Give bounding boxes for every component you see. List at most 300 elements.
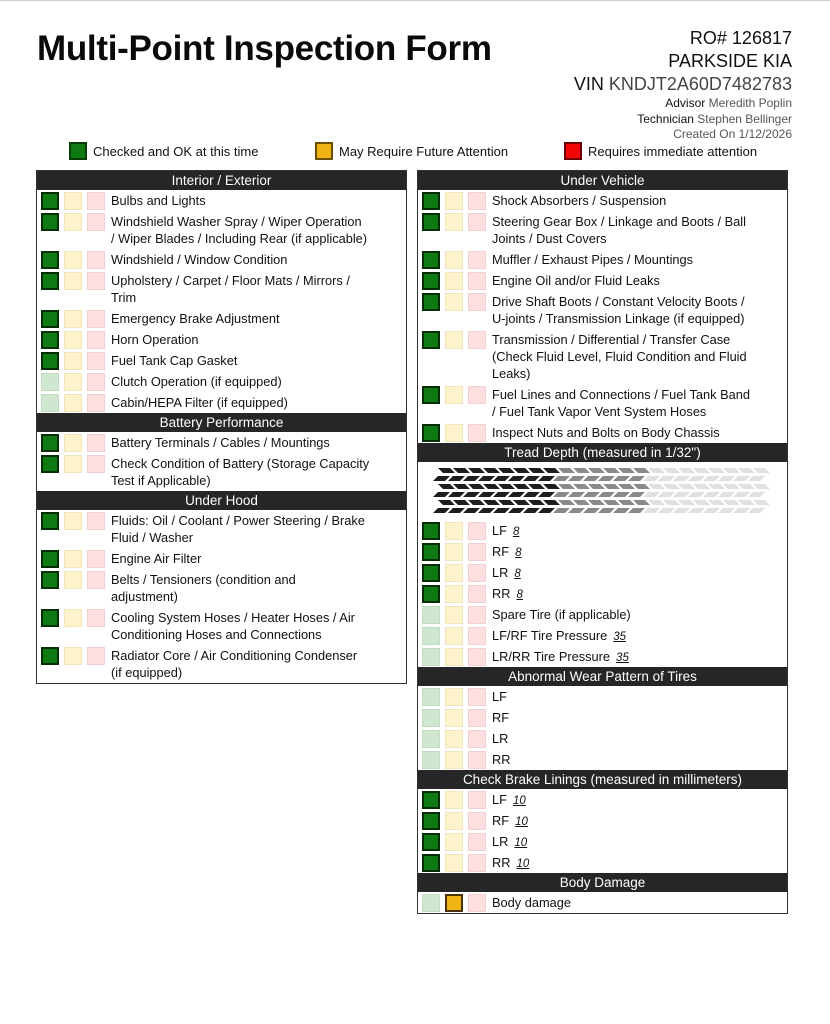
green-status-checkbox[interactable]	[41, 272, 59, 290]
tread-block	[628, 508, 645, 513]
tread-block	[633, 484, 650, 489]
status-boxes	[41, 455, 110, 473]
inspection-item	[418, 249, 787, 270]
tread-block	[708, 468, 725, 473]
tread-block	[438, 500, 455, 505]
status-boxes	[41, 609, 110, 627]
measurement-value: 8	[516, 589, 523, 601]
red-status-checkbox[interactable]	[468, 522, 486, 540]
green-status-checkbox[interactable]	[422, 648, 440, 666]
item-text-line: Bulbs and Lights	[111, 193, 206, 208]
tread-block	[433, 476, 450, 481]
tread-block	[663, 468, 680, 473]
tread-block	[693, 500, 710, 505]
green-status-checkbox[interactable]	[422, 709, 440, 727]
tread-block	[678, 500, 695, 505]
red-status-checkbox[interactable]	[468, 791, 486, 809]
tread-block	[568, 508, 585, 513]
item-text-line: Cooling System Hoses / Heater Hoses / Air	[111, 610, 355, 625]
status-boxes	[41, 213, 110, 231]
red-status-checkbox[interactable]	[468, 331, 486, 349]
item-text-line: Inspect Nuts and Bolts on Body Chassis	[492, 425, 720, 440]
item-label	[492, 213, 746, 247]
tread-block	[513, 500, 530, 505]
item-text-line: Check Condition of Battery (Storage Capacity	[111, 456, 370, 471]
status-boxes	[422, 854, 491, 872]
legend-immediate-label: Requires immediate attention	[588, 143, 758, 159]
yellow-status-checkbox[interactable]	[445, 522, 463, 540]
status-boxes	[422, 424, 491, 442]
status-boxes	[41, 571, 110, 589]
vin-line	[574, 73, 792, 96]
red-status-checkbox[interactable]	[468, 833, 486, 851]
green-status-checkbox[interactable]	[41, 571, 59, 589]
green-status-checkbox[interactable]	[422, 522, 440, 540]
red-square-icon	[564, 142, 582, 160]
red-status-checkbox[interactable]	[87, 331, 105, 349]
red-status-checkbox[interactable]	[468, 812, 486, 830]
green-status-checkbox[interactable]	[422, 424, 440, 442]
inspection-item	[418, 270, 787, 291]
status-boxes	[41, 352, 110, 370]
tread-block	[693, 468, 710, 473]
red-status-checkbox[interactable]	[468, 730, 486, 748]
tread-block	[603, 500, 620, 505]
tread-block	[493, 476, 510, 481]
red-status-checkbox[interactable]	[468, 272, 486, 290]
green-status-checkbox[interactable]	[41, 550, 59, 568]
inspection-item	[418, 583, 787, 604]
red-status-checkbox[interactable]	[468, 688, 486, 706]
inspection-item	[418, 211, 787, 249]
item-text-line: Cabin/HEPA Filter (if equipped)	[111, 395, 288, 410]
tread-block	[583, 492, 600, 497]
tread-block	[643, 476, 660, 481]
yellow-status-checkbox[interactable]	[445, 791, 463, 809]
yellow-status-checkbox[interactable]	[64, 213, 82, 231]
status-boxes	[41, 394, 110, 412]
yellow-status-checkbox[interactable]	[64, 434, 82, 452]
tread-block	[433, 492, 450, 497]
red-status-checkbox[interactable]	[87, 272, 105, 290]
tread-block	[753, 484, 770, 489]
item-label	[111, 609, 355, 643]
tread-block	[583, 476, 600, 481]
tread-block	[573, 484, 590, 489]
tread-block	[493, 492, 510, 497]
yellow-status-checkbox[interactable]	[445, 894, 463, 912]
red-status-checkbox[interactable]	[87, 352, 105, 370]
vin-label: VIN	[573, 74, 604, 94]
red-status-checkbox[interactable]	[468, 192, 486, 210]
red-status-checkbox[interactable]	[468, 293, 486, 311]
inspection-item	[418, 384, 787, 422]
item-label	[111, 434, 330, 451]
status-boxes	[422, 251, 491, 269]
red-status-checkbox[interactable]	[87, 310, 105, 328]
item-label	[492, 293, 745, 327]
item-text-line: Drive Shaft Boots / Constant Velocity Boots /	[492, 294, 745, 309]
yellow-status-checkbox[interactable]	[64, 550, 82, 568]
yellow-status-checkbox[interactable]	[445, 688, 463, 706]
item-text-line: Test if Applicable)	[111, 473, 211, 488]
yellow-status-checkbox[interactable]	[445, 854, 463, 872]
red-status-checkbox[interactable]	[87, 251, 105, 269]
measurement-value: 8	[514, 568, 521, 580]
item-label	[492, 833, 527, 852]
item-text-line: Leaks)	[492, 366, 531, 381]
red-status-checkbox[interactable]	[468, 627, 486, 645]
yellow-status-checkbox[interactable]	[445, 424, 463, 442]
item-label	[492, 331, 747, 382]
item-text-line: LF/RF Tire Pressure	[492, 628, 608, 643]
yellow-status-checkbox[interactable]	[445, 251, 463, 269]
yellow-status-checkbox[interactable]	[445, 192, 463, 210]
green-status-checkbox[interactable]	[41, 251, 59, 269]
red-status-checkbox[interactable]	[468, 854, 486, 872]
item-text-line: LR/RR Tire Pressure	[492, 649, 611, 664]
item-label	[111, 331, 199, 348]
item-label	[492, 543, 521, 562]
item-text-line: Trim	[111, 290, 137, 305]
status-boxes	[422, 585, 491, 603]
tread-block	[448, 508, 465, 513]
item-text-line: Spare Tire (if applicable)	[492, 607, 631, 622]
inspection-item	[418, 831, 787, 852]
tread-block	[483, 468, 500, 473]
item-text-line: LF	[492, 523, 507, 538]
item-text-line: Fluid / Washer	[111, 530, 194, 545]
right-inspection-panel	[417, 170, 788, 914]
tread-block	[553, 492, 570, 497]
item-label	[492, 751, 510, 768]
item-label	[492, 648, 629, 667]
legend-ok	[69, 142, 258, 160]
tread-block	[598, 492, 615, 497]
red-status-checkbox[interactable]	[468, 709, 486, 727]
item-text-line: Engine Oil and/or Fluid Leaks	[492, 273, 660, 288]
item-text-line: Fuel Tank Cap Gasket	[111, 353, 238, 368]
status-boxes	[422, 833, 491, 851]
tread-block	[553, 508, 570, 513]
inspection-item	[37, 607, 406, 645]
tread-block	[528, 484, 545, 489]
tread-block	[523, 508, 540, 513]
yellow-status-checkbox[interactable]	[64, 251, 82, 269]
measurement-value: 10	[515, 816, 528, 828]
yellow-status-checkbox[interactable]	[445, 386, 463, 404]
green-status-checkbox[interactable]	[422, 751, 440, 769]
tread-block	[498, 500, 515, 505]
tread-block	[703, 476, 720, 481]
section-header-battery-performance: Battery Performance	[37, 413, 406, 432]
red-status-checkbox[interactable]	[468, 543, 486, 561]
yellow-status-checkbox[interactable]	[64, 352, 82, 370]
yellow-status-checkbox[interactable]	[445, 709, 463, 727]
red-status-checkbox[interactable]	[468, 564, 486, 582]
tread-block	[733, 476, 750, 481]
red-status-checkbox[interactable]	[468, 424, 486, 442]
tread-block	[613, 492, 630, 497]
yellow-status-checkbox[interactable]	[445, 730, 463, 748]
inspection-item	[37, 308, 406, 329]
section-header-body-damage: Body Damage	[418, 873, 787, 892]
status-boxes	[41, 373, 110, 391]
inspection-item	[37, 392, 406, 413]
tread-block	[523, 476, 540, 481]
green-status-checkbox[interactable]	[41, 455, 59, 473]
red-status-checkbox[interactable]	[87, 647, 105, 665]
green-status-checkbox[interactable]	[422, 543, 440, 561]
technician-line	[574, 112, 792, 128]
red-status-checkbox[interactable]	[87, 373, 105, 391]
item-label	[111, 310, 280, 327]
tread-block	[483, 500, 500, 505]
red-status-checkbox[interactable]	[87, 394, 105, 412]
inspection-item	[418, 422, 787, 443]
green-status-checkbox[interactable]	[422, 251, 440, 269]
item-text-line: Windshield / Window Condition	[111, 252, 288, 267]
green-status-checkbox[interactable]	[422, 213, 440, 231]
ro-label: RO#	[689, 28, 727, 48]
red-status-checkbox[interactable]	[87, 609, 105, 627]
yellow-status-checkbox[interactable]	[445, 648, 463, 666]
green-status-checkbox[interactable]	[41, 647, 59, 665]
red-status-checkbox[interactable]	[87, 213, 105, 231]
vin-number: KNDJT2A60D7482783	[608, 74, 792, 94]
measurement-value: 10	[514, 837, 528, 849]
red-status-checkbox[interactable]	[468, 648, 486, 666]
tread-block	[438, 484, 455, 489]
section-header-tread-depth-measured-in-1-32: Tread Depth (measured in 1/32")	[418, 443, 787, 462]
yellow-status-checkbox[interactable]	[64, 609, 82, 627]
status-boxes	[41, 251, 110, 269]
yellow-status-checkbox[interactable]	[64, 272, 82, 290]
tread-block	[583, 508, 600, 513]
inspection-item	[418, 520, 787, 541]
yellow-status-checkbox[interactable]	[64, 331, 82, 349]
yellow-status-checkbox[interactable]	[64, 373, 82, 391]
yellow-status-checkbox[interactable]	[64, 455, 82, 473]
green-status-checkbox[interactable]	[41, 373, 59, 391]
created-line	[574, 127, 792, 143]
technician-name: Stephen Bellinger	[697, 111, 792, 126]
yellow-status-checkbox[interactable]	[445, 272, 463, 290]
measurement-value: 10	[512, 795, 526, 807]
item-label	[492, 606, 631, 623]
yellow-status-checkbox[interactable]	[64, 512, 82, 530]
dealer-name: PARKSIDE KIA	[668, 51, 792, 71]
green-status-checkbox[interactable]	[41, 310, 59, 328]
status-boxes	[422, 272, 491, 290]
tread-block	[483, 484, 500, 489]
tread-block	[553, 476, 570, 481]
left-inspection-panel	[36, 170, 407, 684]
green-status-checkbox[interactable]	[422, 272, 440, 290]
red-status-checkbox[interactable]	[468, 585, 486, 603]
red-status-checkbox[interactable]	[87, 571, 105, 589]
green-status-checkbox[interactable]	[422, 812, 440, 830]
yellow-status-checkbox[interactable]	[445, 812, 463, 830]
red-status-checkbox[interactable]	[468, 894, 486, 912]
yellow-status-checkbox[interactable]	[64, 647, 82, 665]
item-label	[492, 192, 666, 209]
inspection-item	[37, 453, 406, 491]
inspection-item	[418, 190, 787, 211]
red-status-checkbox[interactable]	[468, 251, 486, 269]
tread-block	[528, 468, 545, 473]
item-text-line: adjustment)	[111, 589, 178, 604]
green-status-checkbox[interactable]	[422, 833, 440, 851]
item-text-line: Conditioning Hoses and Connections	[111, 627, 322, 642]
tread-block	[528, 500, 545, 505]
status-boxes	[422, 606, 491, 624]
green-status-checkbox[interactable]	[422, 688, 440, 706]
green-status-checkbox[interactable]	[422, 894, 440, 912]
tread-block	[658, 476, 675, 481]
yellow-status-checkbox[interactable]	[64, 571, 82, 589]
green-status-checkbox[interactable]	[41, 352, 59, 370]
red-status-checkbox[interactable]	[87, 512, 105, 530]
section-header-under-hood: Under Hood	[37, 491, 406, 510]
item-label	[111, 272, 350, 306]
green-status-checkbox[interactable]	[422, 386, 440, 404]
green-status-checkbox[interactable]	[41, 331, 59, 349]
yellow-status-checkbox[interactable]	[64, 192, 82, 210]
red-status-checkbox[interactable]	[87, 192, 105, 210]
yellow-status-checkbox[interactable]	[445, 585, 463, 603]
item-text-line: LR	[492, 565, 509, 580]
tread-block	[633, 468, 650, 473]
tread-block	[678, 484, 695, 489]
item-text-line: Shock Absorbers / Suspension	[492, 193, 667, 208]
green-status-checkbox[interactable]	[422, 331, 440, 349]
green-status-checkbox[interactable]	[41, 394, 59, 412]
tread-block	[718, 492, 735, 497]
item-label	[111, 550, 201, 567]
yellow-status-checkbox[interactable]	[445, 543, 463, 561]
tread-block	[478, 508, 495, 513]
red-status-checkbox[interactable]	[87, 455, 105, 473]
item-text-line: RF	[492, 544, 510, 559]
yellow-status-checkbox[interactable]	[445, 331, 463, 349]
tread-block	[543, 500, 560, 505]
tread-block	[588, 500, 605, 505]
yellow-status-checkbox[interactable]	[64, 394, 82, 412]
inspection-item	[418, 728, 787, 749]
yellow-status-checkbox[interactable]	[64, 310, 82, 328]
item-text-line: Muffler / Exhaust Pipes / Mountings	[492, 252, 694, 267]
red-status-checkbox[interactable]	[468, 386, 486, 404]
tread-block	[448, 476, 465, 481]
status-boxes	[422, 812, 491, 830]
red-status-checkbox[interactable]	[87, 550, 105, 568]
tread-block	[663, 500, 680, 505]
inspection-item	[418, 625, 787, 646]
tread-block	[738, 500, 755, 505]
tread-block	[538, 492, 555, 497]
red-status-checkbox[interactable]	[468, 606, 486, 624]
green-status-checkbox[interactable]	[422, 730, 440, 748]
item-label	[492, 709, 509, 726]
item-label	[492, 424, 720, 441]
status-boxes	[422, 386, 491, 404]
inspection-item	[37, 329, 406, 350]
tread-block	[573, 500, 590, 505]
yellow-status-checkbox[interactable]	[445, 213, 463, 231]
tread-block	[723, 484, 740, 489]
green-status-checkbox[interactable]	[422, 791, 440, 809]
green-status-checkbox[interactable]	[422, 606, 440, 624]
tread-block	[633, 500, 650, 505]
tread-block	[463, 492, 480, 497]
green-status-checkbox[interactable]	[422, 293, 440, 311]
tread-block	[648, 468, 665, 473]
tread-block	[463, 476, 480, 481]
tread-block	[498, 468, 515, 473]
tread-block	[628, 492, 645, 497]
inspection-item	[418, 707, 787, 728]
measurement-value: 8	[515, 547, 522, 559]
green-status-checkbox[interactable]	[422, 192, 440, 210]
status-boxes	[422, 709, 491, 727]
green-status-checkbox[interactable]	[41, 192, 59, 210]
red-status-checkbox[interactable]	[468, 751, 486, 769]
item-text-line: Battery Terminals / Cables / Mountings	[111, 435, 330, 450]
item-text-line: LF	[492, 792, 507, 807]
item-label	[111, 352, 237, 369]
tread-block	[613, 476, 630, 481]
green-status-checkbox[interactable]	[41, 213, 59, 231]
item-label	[492, 894, 571, 911]
tread-block	[733, 492, 750, 497]
green-status-checkbox[interactable]	[41, 434, 59, 452]
red-status-checkbox[interactable]	[87, 434, 105, 452]
yellow-status-checkbox[interactable]	[445, 833, 463, 851]
yellow-status-checkbox[interactable]	[445, 627, 463, 645]
yellow-status-checkbox[interactable]	[445, 293, 463, 311]
tread-block	[688, 492, 705, 497]
green-status-checkbox[interactable]	[41, 512, 59, 530]
status-boxes	[422, 648, 491, 666]
tread-block	[648, 500, 665, 505]
inspection-item	[37, 249, 406, 270]
green-status-checkbox[interactable]	[422, 627, 440, 645]
tread-block	[723, 468, 740, 473]
green-status-checkbox[interactable]	[422, 585, 440, 603]
yellow-status-checkbox[interactable]	[445, 564, 463, 582]
yellow-status-checkbox[interactable]	[445, 751, 463, 769]
tread-block	[738, 484, 755, 489]
status-boxes	[422, 791, 491, 809]
green-status-checkbox[interactable]	[422, 564, 440, 582]
tread-block	[463, 508, 480, 513]
tread-block	[433, 508, 450, 513]
green-status-checkbox[interactable]	[41, 609, 59, 627]
tread-block	[648, 484, 665, 489]
tread-block	[468, 500, 485, 505]
status-boxes	[422, 751, 491, 769]
status-boxes	[422, 564, 491, 582]
tread-block	[453, 468, 470, 473]
tread-block	[513, 468, 530, 473]
tread-block	[588, 484, 605, 489]
green-status-checkbox[interactable]	[422, 854, 440, 872]
red-status-checkbox[interactable]	[468, 213, 486, 231]
tread-block	[693, 484, 710, 489]
yellow-status-checkbox[interactable]	[445, 606, 463, 624]
inspection-item	[37, 645, 406, 683]
